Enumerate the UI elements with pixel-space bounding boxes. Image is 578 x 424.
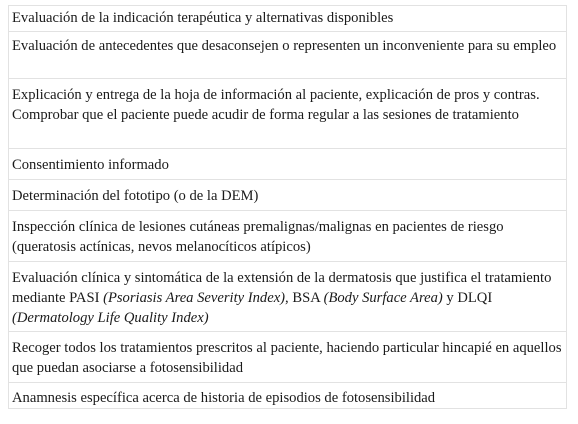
- table-row: [8, 79, 567, 149]
- table-row: [8, 383, 567, 409]
- row-text: Evaluación de la indicación terapéutica y alternativas disponibles: [12, 10, 394, 26]
- row-text: Anamnesis específica acerca de historia de episodios de fotosensibilidad: [12, 390, 436, 406]
- table-row: [8, 6, 567, 32]
- row-text-part: Evaluación clínica y sintomática de la extensión de la dermatosis que justifica el tratamiento mediante PASI: [12, 270, 552, 306]
- row-text-part: y DLQI: [442, 290, 493, 306]
- row-text-part: , BSA: [285, 290, 324, 306]
- bsa-full-name: (Body Surface Area): [323, 290, 443, 306]
- row-text: Recoger todos los tratamientos prescritos al paciente, haciendo particular hincapié en aquellos que puedan asociarse a fotosensibilidad: [12, 340, 562, 376]
- checklist-table: [8, 5, 567, 409]
- row-text: Explicación y entrega de la hoja de información al paciente, explicación de pros y contras. Comprobar que el paciente puede acudir de forma regular a las sesiones de tratamiento: [12, 87, 540, 123]
- table-row: [8, 211, 567, 262]
- table-row: [8, 262, 567, 332]
- row-text: Determinación del fototipo (o de la DEM): [12, 188, 259, 204]
- row-text: Inspección clínica de lesiones cutáneas premalignas/malignas en pacientes de riesgo (queratosis actínicas, nevos melanocíticos atípicos): [12, 219, 504, 255]
- table-row: [8, 32, 567, 79]
- row-text: Evaluación de antecedentes que desaconsejen o representen un inconveniente para su empleo: [12, 38, 557, 54]
- table-row: [8, 180, 567, 211]
- dlqi-full-name: (Dermatology Life Quality Index): [12, 310, 209, 326]
- table-row: [8, 149, 567, 180]
- table-row: [8, 332, 567, 383]
- row-text: Consentimiento informado: [12, 157, 169, 173]
- pasi-full-name: (Psoriasis Area Severity Index): [103, 290, 286, 306]
